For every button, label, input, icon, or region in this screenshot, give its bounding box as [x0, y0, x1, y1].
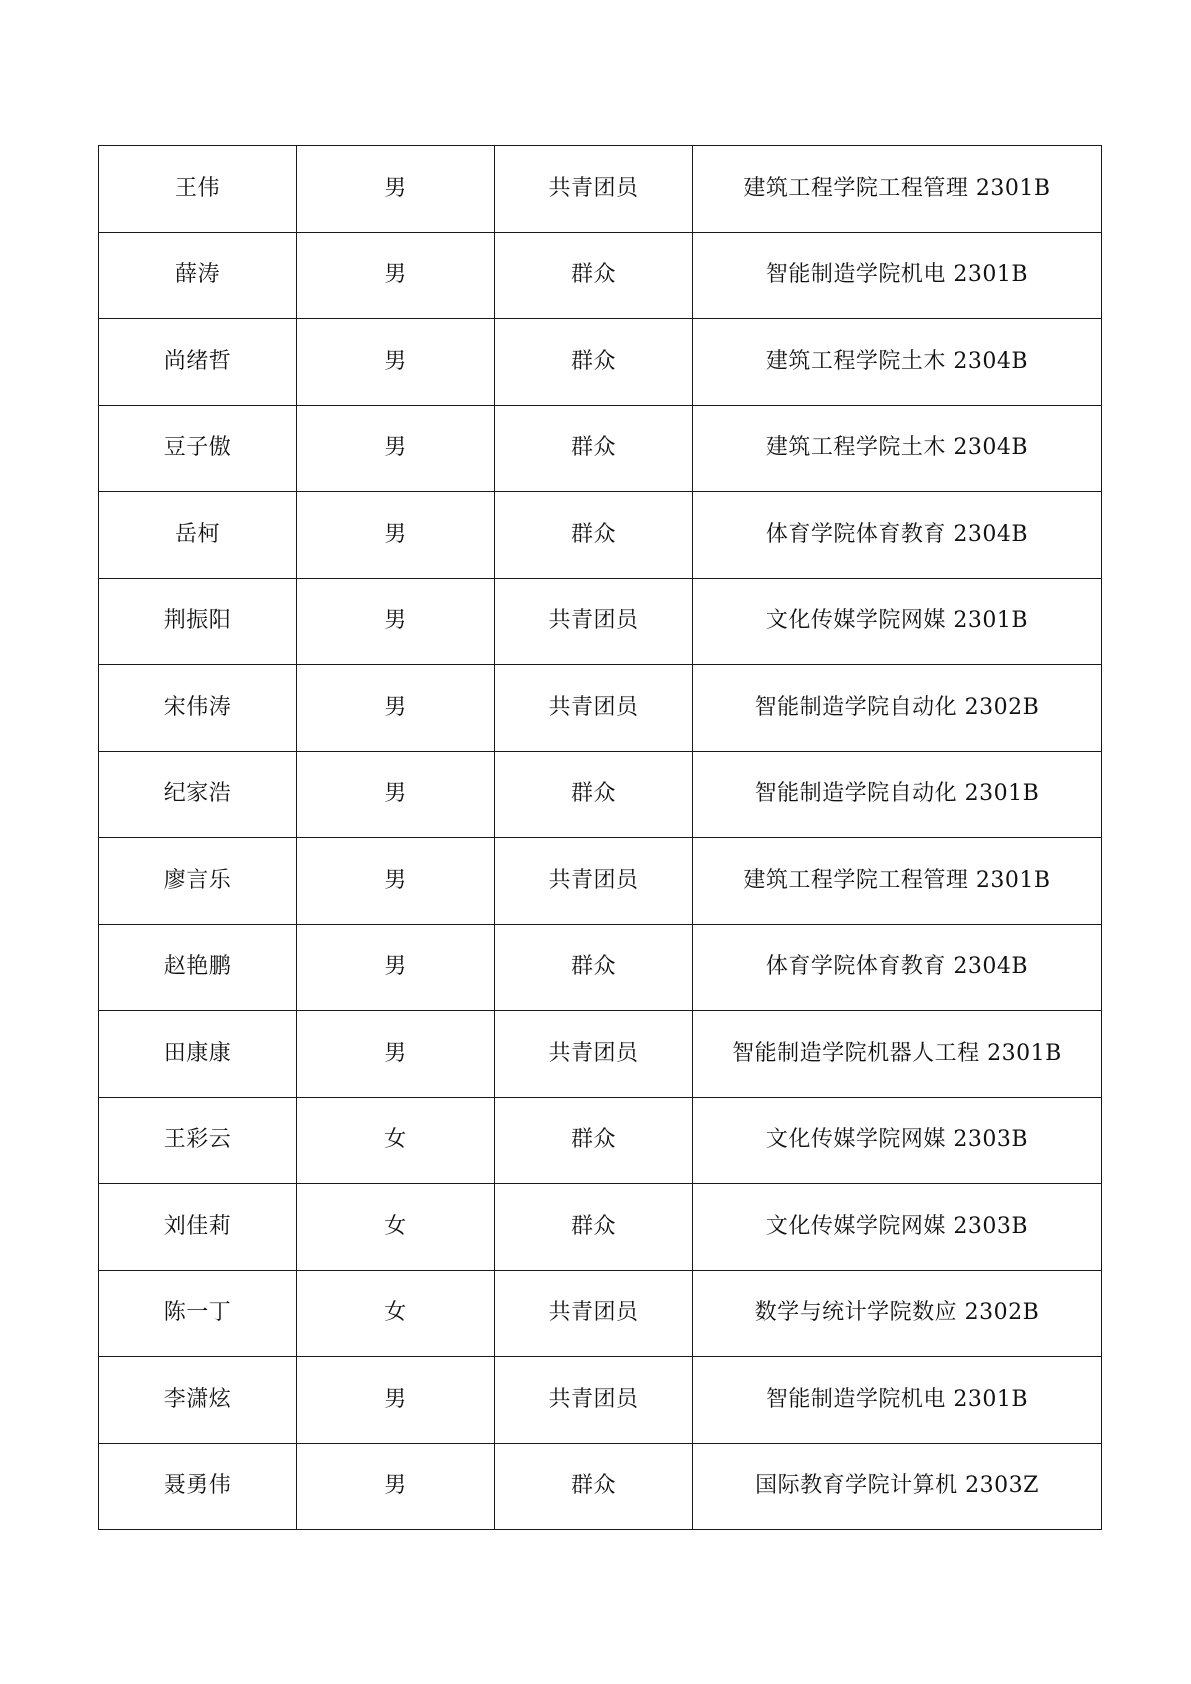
cell-name: 荆振阳 — [99, 578, 297, 665]
cell-class: 建筑工程学院工程管理 2301B — [693, 146, 1102, 233]
table-row — [99, 1011, 1102, 1098]
cell-gender: 女 — [297, 1184, 495, 1271]
cell-gender: 男 — [297, 1443, 495, 1530]
table-row — [99, 751, 1102, 838]
cell-political-status: 共青团员 — [495, 146, 693, 233]
cell-gender: 男 — [297, 405, 495, 492]
cell-political-status: 共青团员 — [495, 838, 693, 925]
cell-class: 体育学院体育教育 2304B — [693, 492, 1102, 579]
table-row — [99, 1270, 1102, 1357]
cell-political-status: 共青团员 — [495, 665, 693, 752]
cell-gender: 男 — [297, 492, 495, 579]
cell-political-status: 共青团员 — [495, 578, 693, 665]
table-row — [99, 492, 1102, 579]
cell-political-status: 群众 — [495, 492, 693, 579]
cell-class: 数学与统计学院数应 2302B — [693, 1270, 1102, 1357]
cell-political-status: 共青团员 — [495, 1011, 693, 1098]
cell-gender: 男 — [297, 1357, 495, 1444]
cell-gender: 女 — [297, 1097, 495, 1184]
cell-political-status: 群众 — [495, 232, 693, 319]
cell-political-status: 群众 — [495, 319, 693, 406]
cell-class: 智能制造学院机电 2301B — [693, 232, 1102, 319]
cell-gender: 男 — [297, 232, 495, 319]
cell-gender: 男 — [297, 578, 495, 665]
cell-name: 刘佳莉 — [99, 1184, 297, 1271]
cell-name: 廖言乐 — [99, 838, 297, 925]
table-row — [99, 1357, 1102, 1444]
table-row — [99, 578, 1102, 665]
cell-name: 陈一丁 — [99, 1270, 297, 1357]
cell-class: 文化传媒学院网媒 2301B — [693, 578, 1102, 665]
cell-political-status: 群众 — [495, 751, 693, 838]
table-row — [99, 1097, 1102, 1184]
table-row — [99, 319, 1102, 406]
cell-political-status: 群众 — [495, 1443, 693, 1530]
cell-political-status: 群众 — [495, 405, 693, 492]
student-roster-table — [98, 145, 1102, 1530]
cell-name: 岳柯 — [99, 492, 297, 579]
cell-class: 文化传媒学院网媒 2303B — [693, 1097, 1102, 1184]
cell-class: 建筑工程学院土木 2304B — [693, 319, 1102, 406]
cell-class: 体育学院体育教育 2304B — [693, 924, 1102, 1011]
cell-name: 聂勇伟 — [99, 1443, 297, 1530]
cell-class: 建筑工程学院工程管理 2301B — [693, 838, 1102, 925]
cell-class: 智能制造学院机器人工程 2301B — [693, 1011, 1102, 1098]
cell-name: 纪家浩 — [99, 751, 297, 838]
cell-name: 田康康 — [99, 1011, 297, 1098]
cell-political-status: 群众 — [495, 1097, 693, 1184]
table-row — [99, 838, 1102, 925]
cell-political-status: 群众 — [495, 1184, 693, 1271]
cell-gender: 男 — [297, 924, 495, 1011]
cell-political-status: 共青团员 — [495, 1270, 693, 1357]
cell-gender: 男 — [297, 146, 495, 233]
table-row — [99, 146, 1102, 233]
cell-name: 王伟 — [99, 146, 297, 233]
cell-political-status: 共青团员 — [495, 1357, 693, 1444]
table-row — [99, 1443, 1102, 1530]
cell-class: 智能制造学院自动化 2301B — [693, 751, 1102, 838]
cell-gender: 男 — [297, 838, 495, 925]
cell-name: 薛涛 — [99, 232, 297, 319]
cell-class: 国际教育学院计算机 2303Z — [693, 1443, 1102, 1530]
cell-class: 智能制造学院自动化 2302B — [693, 665, 1102, 752]
table-row — [99, 1184, 1102, 1271]
cell-gender: 男 — [297, 1011, 495, 1098]
table-row — [99, 924, 1102, 1011]
cell-political-status: 群众 — [495, 924, 693, 1011]
cell-name: 豆子傲 — [99, 405, 297, 492]
table-row — [99, 665, 1102, 752]
cell-class: 建筑工程学院土木 2304B — [693, 405, 1102, 492]
cell-gender: 女 — [297, 1270, 495, 1357]
cell-name: 李潇炫 — [99, 1357, 297, 1444]
cell-name: 尚绪哲 — [99, 319, 297, 406]
table-row — [99, 232, 1102, 319]
roster-body — [99, 146, 1102, 1530]
cell-class: 文化传媒学院网媒 2303B — [693, 1184, 1102, 1271]
cell-name: 赵艳鹏 — [99, 924, 297, 1011]
cell-name: 王彩云 — [99, 1097, 297, 1184]
table-row — [99, 405, 1102, 492]
cell-gender: 男 — [297, 665, 495, 752]
cell-class: 智能制造学院机电 2301B — [693, 1357, 1102, 1444]
cell-gender: 男 — [297, 751, 495, 838]
cell-name: 宋伟涛 — [99, 665, 297, 752]
cell-gender: 男 — [297, 319, 495, 406]
